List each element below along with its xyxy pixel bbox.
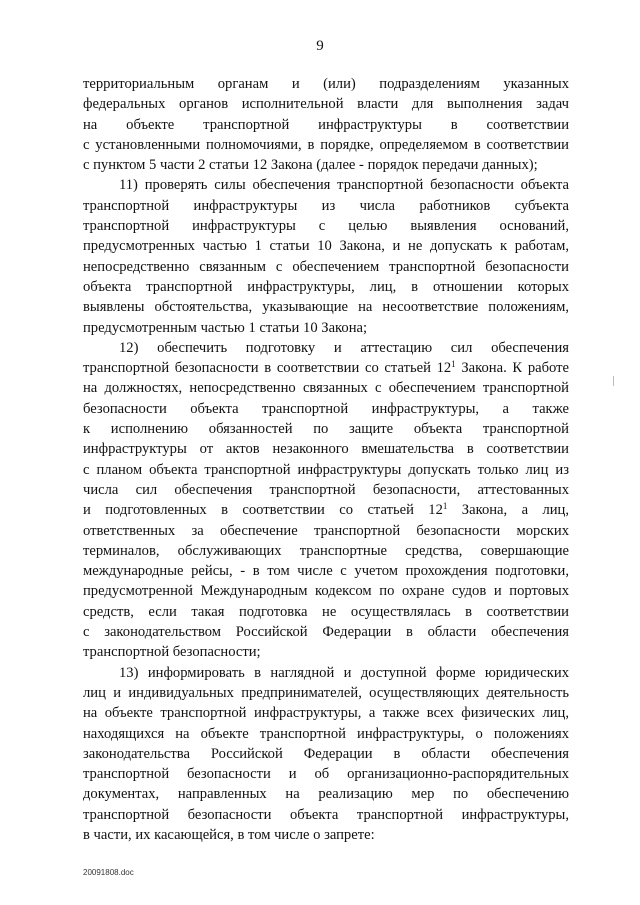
text-line: международные рейсы, - в том числе с учетом прохождения подготовки,	[83, 563, 569, 580]
text-line: в части, их касающейся, в том числе о запрете:	[83, 826, 375, 843]
text-line: числа сил обеспечения транспортной безопасности, аттестованных	[83, 481, 569, 498]
text-segment: и подготовленных в соответствии со статьей 12	[83, 502, 443, 519]
text-line: территориальным органам и (или) подразделениям указанных	[83, 76, 569, 92]
text-line: на должностях, непосредственно связанных с обеспечением транспортной	[83, 380, 569, 397]
text-line: непосредственно связанным с обеспечением транспортной безопасности	[83, 258, 569, 275]
text-line: на объекте транспортной инфраструктуры, а также всех физических лиц,	[83, 705, 569, 722]
text-line-item-12-start: 12) обеспечить подготовку и аттестацию сил обеспечения	[119, 339, 569, 356]
text-line: с установленными полномочиями, в порядке, определяемом в соответствии	[83, 136, 569, 153]
text-line: транспортной безопасности;	[83, 644, 261, 661]
text-line: транспортной безопасности и об организационно-распорядительных	[83, 766, 569, 783]
text-line: безопасности объекта транспортной инфраструктуры, а также	[83, 400, 569, 417]
text-line: выявлены обстоятельства, указывающие на несоответствие положениям,	[83, 299, 569, 316]
text-line: федеральных органов исполнительной власти для выполнения задач	[83, 96, 569, 113]
text-line: транспортной инфраструктуры из числа работников субъекта	[83, 197, 569, 214]
page-number: 9	[316, 38, 324, 54]
superscript: 1	[442, 501, 448, 512]
text-line: с планом объекта транспортной инфраструктуры допускать только лиц из	[83, 461, 569, 478]
text-line-item-13-start: 13) информировать в наглядной и доступной форме юридических	[119, 664, 569, 681]
text-line: транспортной безопасности объекта транспортной инфраструктуры,	[83, 806, 569, 823]
text-segment: Закона, а лиц,	[447, 502, 570, 519]
text-line: объекта транспортной инфраструктуры, лиц, в отношении которых	[83, 278, 569, 295]
text-line: находящихся на объекте транспортной инфраструктуры, о положениях	[83, 725, 569, 742]
margin-mark	[613, 376, 614, 386]
text-line: лиц и индивидуальных предпринимателей, осуществляющих деятельность	[83, 684, 569, 701]
text-line: законодательства Российской Федерации в области обеспечения	[83, 745, 569, 762]
text-line-with-superscript	[83, 500, 569, 520]
text-line-item-11-start: 11) проверять силы обеспечения транспортной безопасности объекта	[119, 177, 569, 194]
superscript: 1	[451, 359, 456, 370]
text-line-with-superscript	[83, 358, 569, 378]
text-line: ответственных за обеспечение транспортной безопасности морских	[83, 522, 569, 539]
text-line: с пунктом 5 части 2 статьи 12 Закона (далее - порядок передачи данных);	[83, 157, 538, 174]
text-segment: транспортной безопасности в соответствии со статьей 12	[83, 360, 452, 377]
text-line: инфраструктуры от актов незаконного вмешательства в соответствии	[83, 441, 569, 458]
body-text	[83, 74, 569, 845]
text-line: терминалов, обслуживающих транспортные средства, совершающие	[83, 542, 569, 559]
text-line: документах, направленных на реализацию мер по обеспечению	[83, 786, 569, 803]
text-line: с законодательством Российской Федерации в области обеспечения	[83, 624, 569, 641]
text-line: на объекте транспортной инфраструктуры в соответствии	[83, 116, 569, 133]
text-segment: Закона. К работе	[455, 360, 569, 377]
text-line: предусмотренных частью 1 статьи 10 Закона, и не допускать к работам,	[83, 238, 569, 255]
text-line: транспортной инфраструктуры с целью выявления оснований,	[83, 218, 569, 235]
text-line: к исполнению обязанностей по защите объекта транспортной	[83, 421, 569, 438]
text-line: средств, если такая подготовка не осуществлялась в соответствии	[83, 603, 569, 620]
footer-filename: 20091808.doc	[83, 868, 134, 877]
text-line: предусмотренной Международным кодексом по охране судов и портовых	[83, 583, 569, 600]
text-line: предусмотренным частью 1 статьи 10 Закона;	[83, 319, 368, 336]
